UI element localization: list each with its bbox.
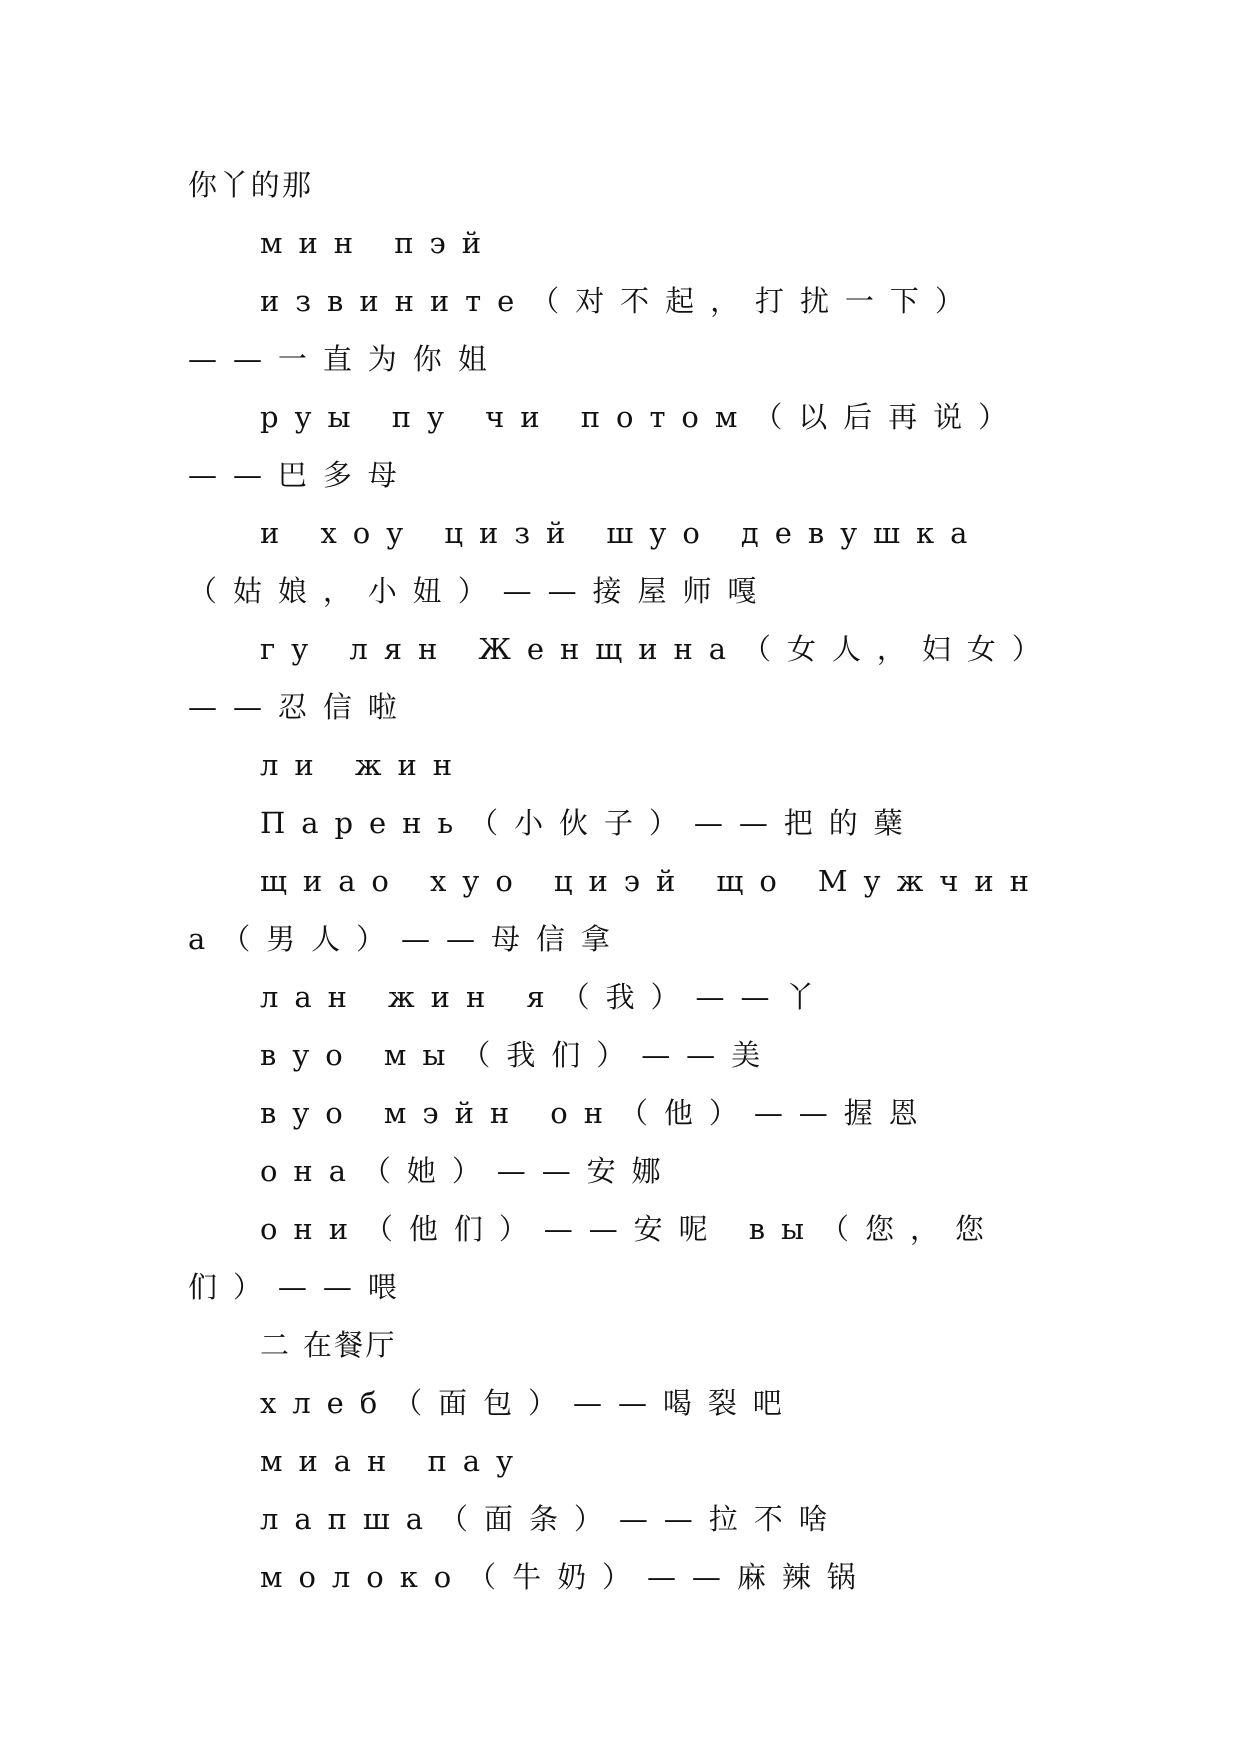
text-line: вуо мы（我们）——美 xyxy=(260,1038,777,1072)
text-line: они（他们）——安呢 вы（您，您们）——喂 xyxy=(188,1212,1000,1304)
text-line: извините（对不起，打扰一下）——一直为你姐 xyxy=(188,284,980,376)
document-page xyxy=(188,156,1053,1606)
text-line: вуо мэйн он（他）——握恩 xyxy=(260,1096,934,1130)
text-line: 你丫的那 xyxy=(188,168,314,202)
text-line: она（她）——安娜 xyxy=(260,1154,677,1188)
text-line: руы пу чи потом（以后再说）——巴多母 xyxy=(188,400,1024,492)
text-line: щиао хуо циэй що Мужчина（男人）——母信拿 xyxy=(188,864,1045,956)
text-line: лан жин я（我）——丫 xyxy=(260,980,831,1014)
text-line: хлеб（面包）——喝裂吧 xyxy=(260,1386,798,1420)
text-line: ли жин xyxy=(260,748,469,782)
text-line: гу лян Женщина（女人，妇女）——忍信啦 xyxy=(188,632,1043,724)
text-line: мин пэй xyxy=(260,226,497,260)
section-heading: 二 在餐厅 xyxy=(260,1328,397,1362)
text-line: Парень（小伙子）——把的蘖 xyxy=(260,806,919,840)
text-line: лапша（面条）——拉不啥 xyxy=(260,1502,844,1536)
text-line: миан пау xyxy=(260,1444,530,1478)
text-line: и хоу цизй шуо девушка（姑娘，小妞）——接屋师嘎 xyxy=(188,516,984,608)
text-line: молоко（牛奶）——麻辣锅 xyxy=(260,1560,872,1594)
